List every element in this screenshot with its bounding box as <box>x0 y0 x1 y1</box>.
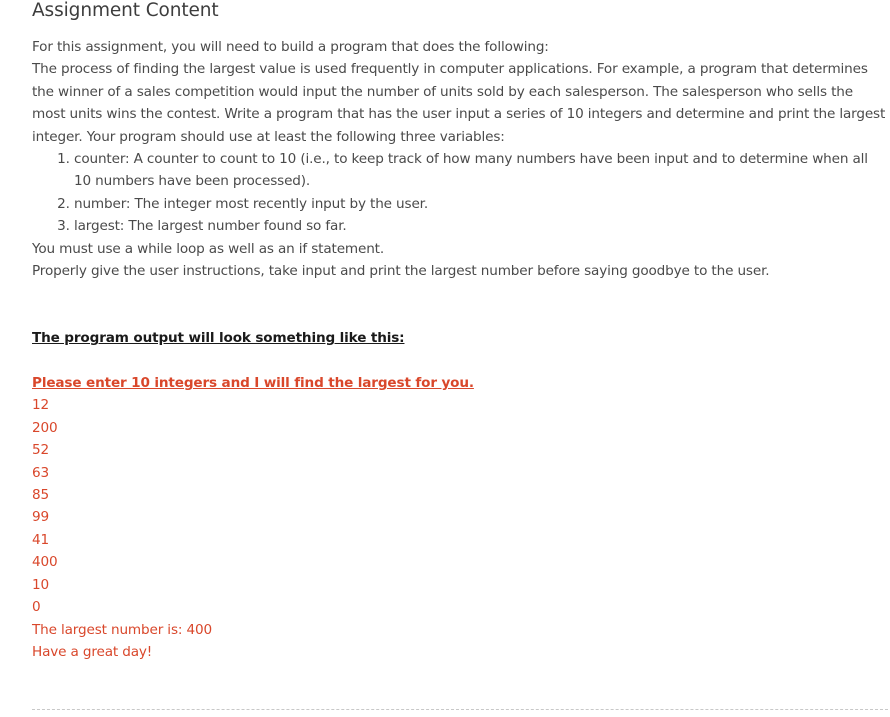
page-title: Assignment Content <box>32 0 219 21</box>
sample-input-line: 400 <box>32 554 58 571</box>
io-requirement-text: Properly give the user instructions, take input and print the largest number before saying goodbye to the user. <box>32 263 770 280</box>
sample-input-line: 41 <box>32 531 49 548</box>
sample-input-line: 12 <box>32 397 49 414</box>
list-item: 1. counter: A counter to count to 10 (i.e., to keep track of how many numbers have been input and to determine when all 10 numbers have been processed). <box>74 148 888 193</box>
sample-result-line: The largest number is: 400 <box>32 621 212 638</box>
sample-input-line: 99 <box>32 509 49 526</box>
sample-prompt: Please enter 10 integers and I will find the largest for you. <box>32 375 474 392</box>
sample-input-line: 0 <box>32 599 41 616</box>
sample-input-line: 10 <box>32 576 49 593</box>
sample-output <box>32 372 888 663</box>
section-divider <box>32 709 888 710</box>
description-text: The process of finding the largest value is used frequently in computer applications. For example, a program that determines the winner of a sales competition would input the number of units sold by each salesperson. The salesperson who sells the most units wins the contest. Write a program that has the user input a series of 10 integers and determine and print the largest integer. Your program should use at least the following three variables: <box>32 61 886 145</box>
sample-input-line: 52 <box>32 442 49 459</box>
variables-list <box>32 148 888 238</box>
loop-requirement-text: You must use a while loop as well as an if statement. <box>32 240 385 257</box>
sample-input-line: 200 <box>32 419 58 436</box>
list-item: 3. largest: The largest number found so far. <box>74 215 888 237</box>
assignment-body <box>32 36 888 663</box>
list-item: 2. number: The integer most recently input by the user. <box>74 193 888 215</box>
output-heading: The program output will look something like this: <box>32 330 405 347</box>
sample-input-line: 85 <box>32 487 49 504</box>
intro-text: For this assignment, you will need to build a program that does the following: <box>32 39 549 55</box>
sample-goodbye-line: Have a great day! <box>32 643 153 660</box>
sample-input-line: 63 <box>32 464 49 481</box>
